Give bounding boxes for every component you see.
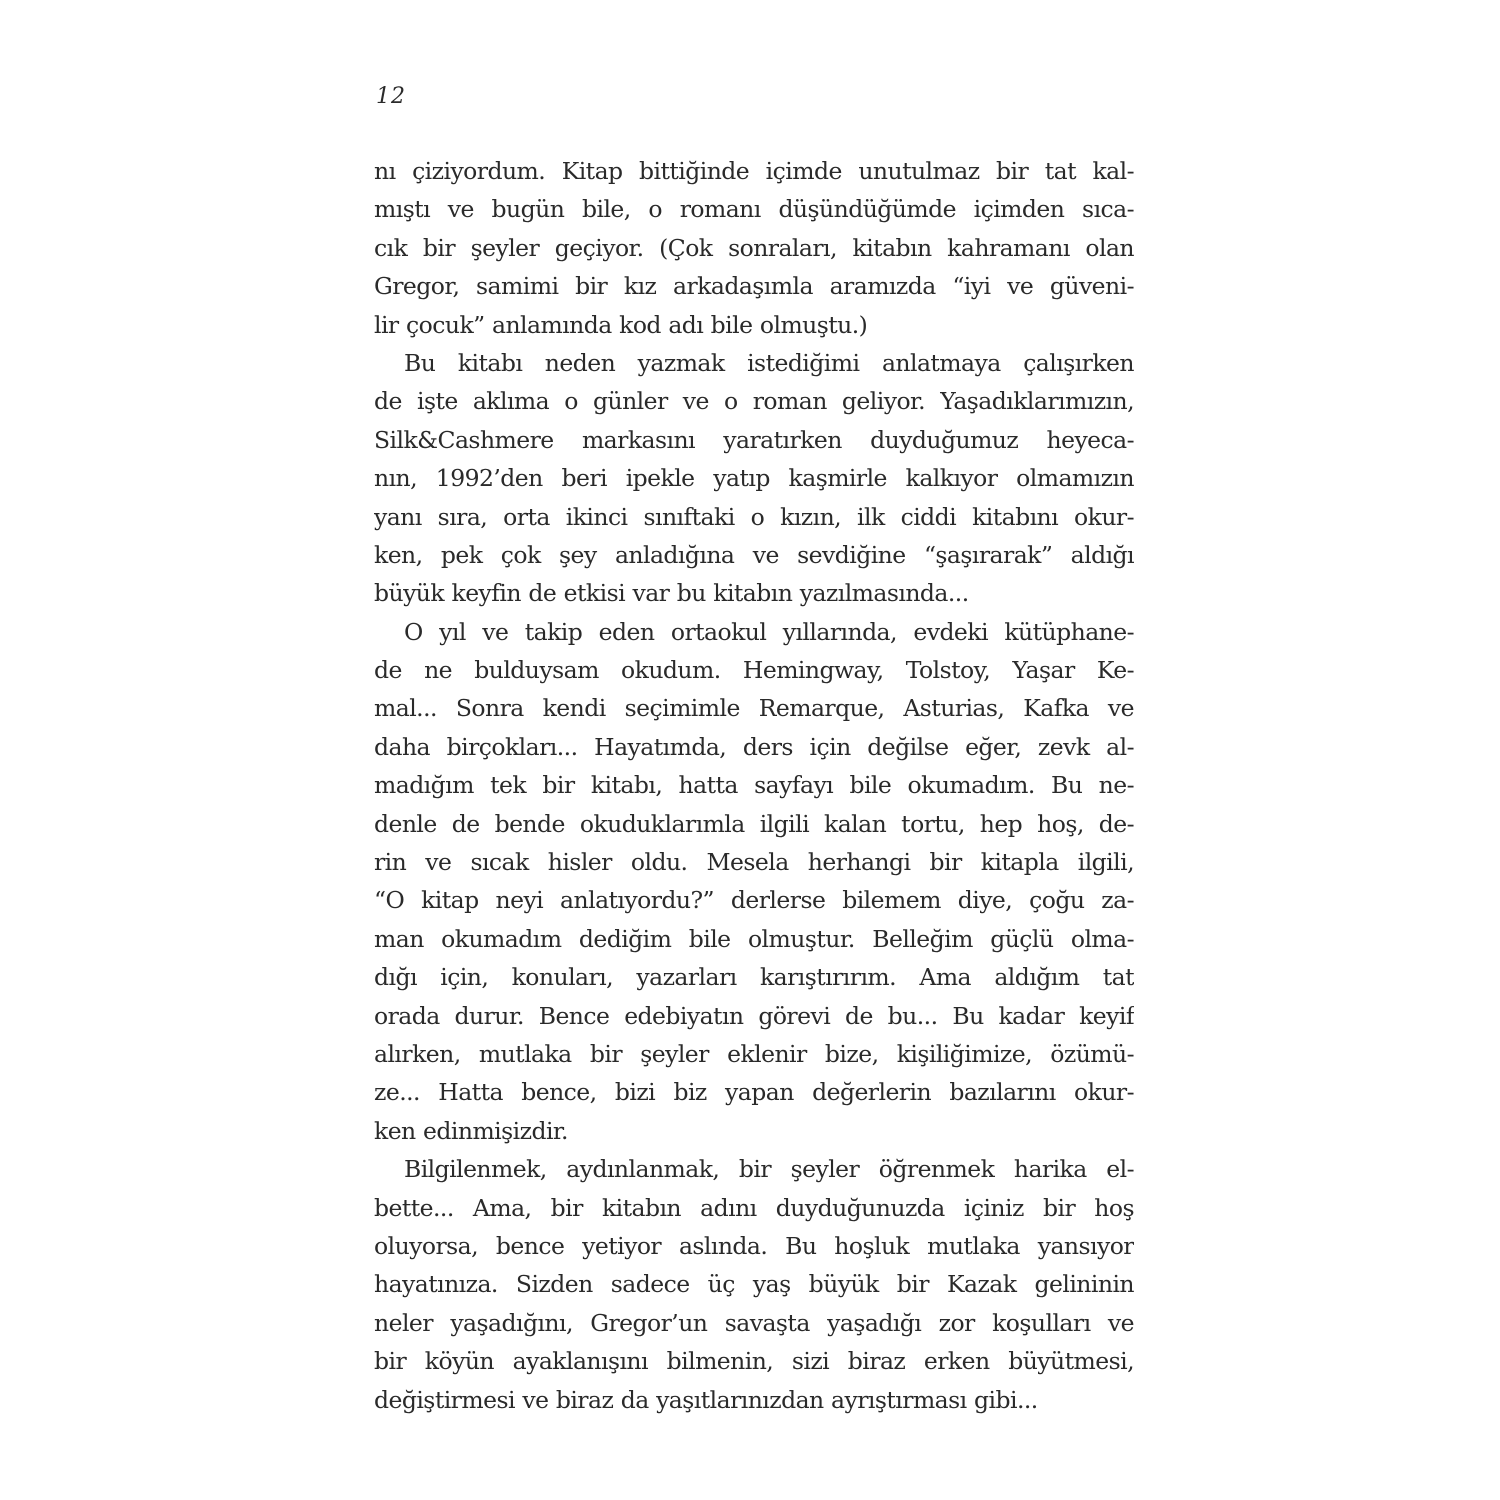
text-line: denle de bende okuduklarımla ilgili kalan tortu, hep hoş, de- — [374, 809, 1134, 838]
text-line: Bu kitabı neden yazmak istediğimi anlatmaya çalışırken — [404, 348, 1134, 377]
text-line: Gregor, samimi bir kız arkadaşımla aramızda “iyi ve güveni- — [374, 272, 1134, 301]
paragraph — [374, 613, 1134, 1150]
text-line: O yıl ve takip eden ortaokul yıllarında, evdeki kütüphane- — [404, 617, 1134, 646]
text-line: büyük keyfin de etkisi var bu kitabın yazılmasında... — [374, 579, 969, 608]
text-line: ze... Hatta bence, bizi biz yapan değerlerin bazılarını okur- — [374, 1078, 1134, 1107]
text-line: oluyorsa, bence yetiyor aslında. Bu hoşluk mutlaka yansıyor — [374, 1231, 1134, 1260]
paragraph — [374, 152, 1134, 344]
text-line: orada durur. Bence edebiyatın görevi de bu... Bu kadar keyif — [374, 1001, 1134, 1030]
text-line: mıştı ve bugün bile, o romanı düşündüğümde içimden sıca- — [374, 195, 1134, 224]
text-line: Bilgilenmek, aydınlanmak, bir şeyler öğrenmek harika el- — [404, 1155, 1134, 1184]
text-line: Silk&Cashmere markasını yaratırken duyduğumuz heyeca- — [374, 425, 1134, 454]
paragraph — [374, 344, 1134, 613]
text-line: lir çocuk” anlamında kod adı bile olmuştu.) — [374, 310, 868, 339]
text-line: alırken, mutlaka bir şeyler eklenir bize, kişiliğimize, özümü- — [374, 1039, 1134, 1068]
body-text — [374, 152, 1134, 1419]
paragraph — [374, 1150, 1134, 1419]
text-line: bir köyün ayaklanışını bilmenin, sizi biraz erken büyütmesi, — [374, 1347, 1134, 1376]
text-line: man okumadım dediğim bile olmuştur. Belleğim güçlü olma- — [374, 924, 1134, 953]
text-line: cık bir şeyler geçiyor. (Çok sonraları, kitabın kahramanı olan — [374, 233, 1134, 262]
text-line: nı çiziyordum. Kitap bittiğinde içimde unutulmaz bir tat kal- — [374, 157, 1134, 185]
text-line: de işte aklıma o günler ve o roman geliyor. Yaşadıklarımızın, — [374, 387, 1134, 416]
text-line: değiştirmesi ve biraz da yaşıtlarınızdan ayrıştırması gibi... — [374, 1385, 1038, 1414]
text-line: bette... Ama, bir kitabın adını duyduğunuzda içiniz bir hoş — [374, 1193, 1134, 1222]
text-line: rin ve sıcak hisler oldu. Mesela herhangi bir kitapla ilgili, — [374, 848, 1134, 877]
text-line: mal... Sonra kendi seçimimle Remarque, Asturias, Kafka ve — [374, 694, 1134, 723]
text-line: dığı için, konuları, yazarları karıştırırım. Ama aldığım tat — [374, 963, 1134, 992]
page-number: 12 — [376, 84, 406, 109]
text-line: ken edinmişizdir. — [374, 1116, 568, 1145]
text-line: neler yaşadığını, Gregor’un savaşta yaşadığı zor koşulları ve — [374, 1308, 1134, 1337]
text-line: hayatınıza. Sizden sadece üç yaş büyük bir Kazak gelininin — [374, 1270, 1134, 1299]
text-line: “O kitap neyi anlatıyordu?” derlerse bilemem diye, çoğu za- — [374, 886, 1134, 915]
text-line: yanı sıra, orta ikinci sınıftaki o kızın, ilk ciddi kitabını okur- — [374, 502, 1134, 531]
text-line: nın, 1992’den beri ipekle yatıp kaşmirle kalkıyor olmamızın — [374, 464, 1134, 493]
text-line: daha birçokları... Hayatımda, ders için değilse eğer, zevk al- — [374, 732, 1134, 761]
text-line: de ne bulduysam okudum. Hemingway, Tolstoy, Yaşar Ke- — [374, 656, 1134, 685]
text-line: ken, pek çok şey anladığına ve sevdiğine “şaşırarak” aldığı — [374, 540, 1134, 569]
text-line: madığım tek bir kitabı, hatta sayfayı bile okumadım. Bu ne- — [374, 771, 1134, 800]
